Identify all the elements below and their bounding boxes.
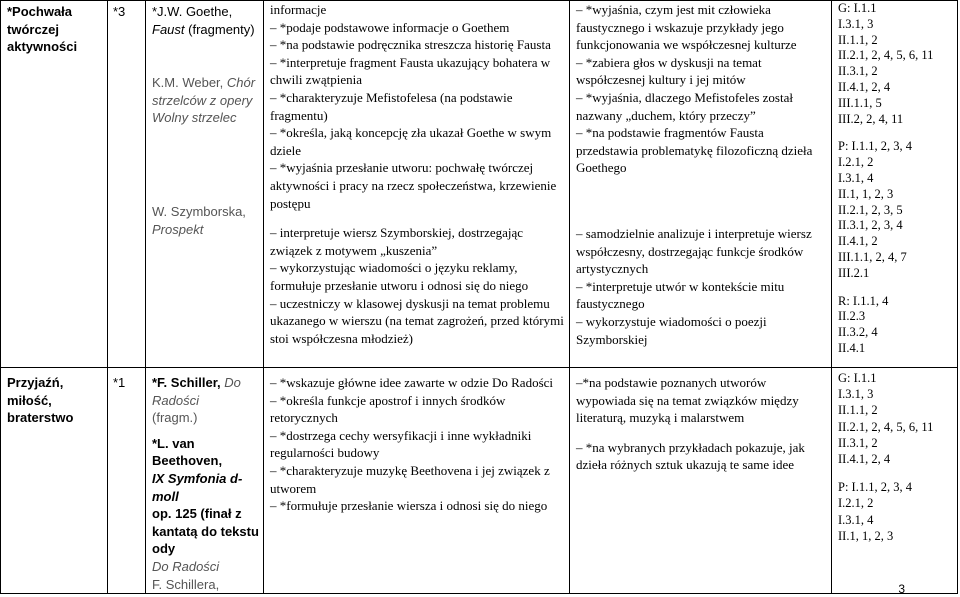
work-title: IX Symfonia d-moll (152, 470, 243, 504)
theme-cell (1, 368, 108, 594)
works-cell (146, 368, 264, 594)
table-row (1, 1, 958, 368)
work-title: Do Radości (152, 558, 220, 574)
work-author: W. Szymborska, (152, 203, 246, 219)
work-author: *F. Schiller, (152, 375, 221, 390)
work-title: Prospekt (152, 221, 204, 237)
standard-ref: II.3.2, 4 (838, 325, 878, 340)
content-item: – *interpretuje fragment Fausta ukazujący bohatera w chwili zwątpienia (270, 54, 551, 88)
standard-ref: II.3.1, 2 (838, 64, 878, 79)
content-item: – *formułuje przesłanie wiersza i odnosi się do niego (270, 498, 548, 514)
standard-ref: I.3.1, 3 (838, 387, 874, 402)
lesson-count: *1 (113, 375, 126, 390)
content-item: – wykorzystując wiadomości o języku reklamy, formułuje przesłanie utworu i odnosi się do niego (270, 260, 529, 293)
standard-ref: II.3.1, 2 (838, 435, 878, 450)
work-item (152, 203, 261, 238)
standard-ref: II.2.3 (838, 309, 866, 324)
standard-ref: R: I.1.1, 4 (838, 293, 889, 308)
content-item: – *na podstawie podręcznika streszcza historię Fausta (270, 37, 551, 53)
standard-ref: II.2.1, 2, 4, 5, 6, 11 (838, 48, 934, 63)
work-item (152, 435, 261, 558)
standard-ref: III.2, 2, 4, 11 (838, 111, 904, 126)
work-author: K.M. Weber, (152, 75, 224, 91)
content-item: – interpretuje wiersz Szymborskiej, dostrzegając związek z motywem „kuszenia” (270, 225, 524, 258)
work-author: *J.W. Goethe, (152, 4, 233, 19)
number-cell (108, 368, 146, 594)
standard-ref: G: I.1.1 (838, 371, 877, 385)
standard-ref: II.2.1, 2, 3, 5 (838, 202, 903, 217)
theme-text: Przyjaźń, miłość, braterstwo (7, 375, 74, 426)
standard-ref: II.1.1, 2 (838, 403, 878, 418)
standards-cell (832, 368, 958, 594)
standard-ref: III.1.1, 2, 4, 7 (838, 249, 907, 264)
standard-ref: II.2.1, 2, 4, 5, 6, 11 (838, 419, 934, 434)
standard-ref: III.1.1, 5 (838, 95, 882, 110)
work-note: op. 125 (finał z kantatą do tekstu ody (152, 506, 259, 557)
content-item: – uczestniczy w klasowej dyskusji na temat problemu ukazanego w wierszu (na temat zagrożeń, przed którymi stoi współczesna młodzież) (270, 295, 564, 346)
work-title: Do Radości (152, 375, 241, 408)
number-cell (108, 1, 146, 368)
standard-ref: II.1, 1, 2, 3 (838, 186, 894, 201)
theme-cell (1, 1, 108, 368)
standard-ref: I.3.1, 4 (838, 512, 874, 527)
content-cell (264, 1, 570, 368)
standard-ref: I.3.1, 4 (838, 170, 874, 185)
content-item: – *określa funkcje apostrof i innych środków retorycznych (270, 392, 506, 426)
standard-ref: II.1, 1, 2, 3 (838, 528, 894, 543)
content-item: – *charakteryzuje muzykę Beethovena i jej związek z utworem (270, 462, 550, 496)
extended-item: – samodzielnie analizuje i interpretuje wiersz współczesny, dostrzegając funkcje środków artystycznych (576, 225, 812, 277)
content-continuation: informacje (270, 2, 327, 17)
extended-item: – *zabiera głos w dyskusji na temat współczesnej kultury i jej mitów (576, 54, 762, 88)
content-item: – *wskazuje główne idee zawarte w odzie Do Radości (270, 375, 554, 390)
extended-item: – *na podstawie fragmentów Fausta przedstawia problematykę filozoficzną dzieła Goethego (576, 125, 813, 176)
work-item (152, 74, 261, 127)
extended-item: –*na podstawie poznanych utworów wypowiada się na temat związków między literaturą, muzyką i malarstwem (576, 375, 799, 426)
extended-item: – *interpretuje utwór w kontekście mitu faustycznego (576, 278, 785, 312)
extended-item: – *na wybranych przykładach pokazuje, jak dzieła różnych sztuk ukazują te same idee (576, 439, 805, 473)
content-item: – *podaje podstawowe informacje o Goethem (270, 19, 510, 35)
content-item: – *określa, jaką koncepcję zła ukazał Goethe w swym dziele (270, 125, 552, 158)
work-item (152, 368, 261, 427)
work-title: Chór strzelców z opery Wolny strzelec (152, 75, 256, 126)
work-title: Faust (152, 21, 185, 37)
standard-ref: II.4.1 (838, 340, 866, 355)
standards-cell (832, 1, 958, 368)
standard-ref: II.1.1, 2 (838, 32, 878, 47)
work-item (152, 1, 261, 38)
page-number: 3 (898, 582, 905, 596)
content-item: – *charakteryzuje Mefistofelesa (na podstawie fragmentu) (270, 89, 513, 123)
extended-cell (570, 368, 832, 594)
standard-ref: I.2.1, 2 (838, 155, 874, 170)
table-row (1, 368, 958, 594)
extended-cell (570, 1, 832, 368)
work-item (152, 558, 261, 593)
standard-ref: II.4.1, 2, 4 (838, 79, 891, 94)
standard-ref: G: I.1.1 (838, 1, 877, 15)
standard-ref: II.3.1, 2, 3, 4 (838, 218, 903, 233)
work-author: *L. van Beethoven, (152, 435, 223, 469)
standard-ref: III.2.1 (838, 265, 870, 280)
extended-item: – *wyjaśnia, czym jest mit człowieka faustycznego i wskazuje przykłady jego funkcjonowania we współczesnej kulturze (576, 2, 797, 53)
content-item: – *dostrzega cechy wersyfikacji i inne wykładniki regularności budowy (270, 427, 532, 461)
standard-ref: P: I.1.1, 2, 3, 4 (838, 139, 912, 154)
work-note: (fragmenty) (188, 21, 255, 37)
extended-item: – *wyjaśnia, dlaczego Mefistofeles został nazwany „duchem, który przeczy” (576, 89, 793, 123)
theme-text: *Pochwała twórczej aktywności (7, 4, 78, 55)
works-cell (146, 1, 264, 368)
content-item: – *wyjaśnia przesłanie utworu: pochwałę twórczej aktywności i pracy na rzecz społeczeństwa, krzewienie postępu (270, 160, 557, 211)
lesson-count: *3 (113, 4, 126, 19)
standard-ref: I.3.1, 3 (838, 16, 874, 31)
standard-ref: II.4.1, 2 (838, 234, 878, 249)
work-note: F. Schillera, (152, 576, 220, 592)
standard-ref: I.2.1, 2 (838, 496, 874, 511)
standard-ref: P: I.1.1, 2, 3, 4 (838, 480, 912, 495)
standard-ref: II.4.1, 2, 4 (838, 452, 891, 467)
extended-item: – wykorzystuje wiadomości o poezji Szymborskiej (576, 313, 767, 347)
content-cell (264, 368, 570, 594)
work-note: (fragm.) (152, 410, 198, 426)
